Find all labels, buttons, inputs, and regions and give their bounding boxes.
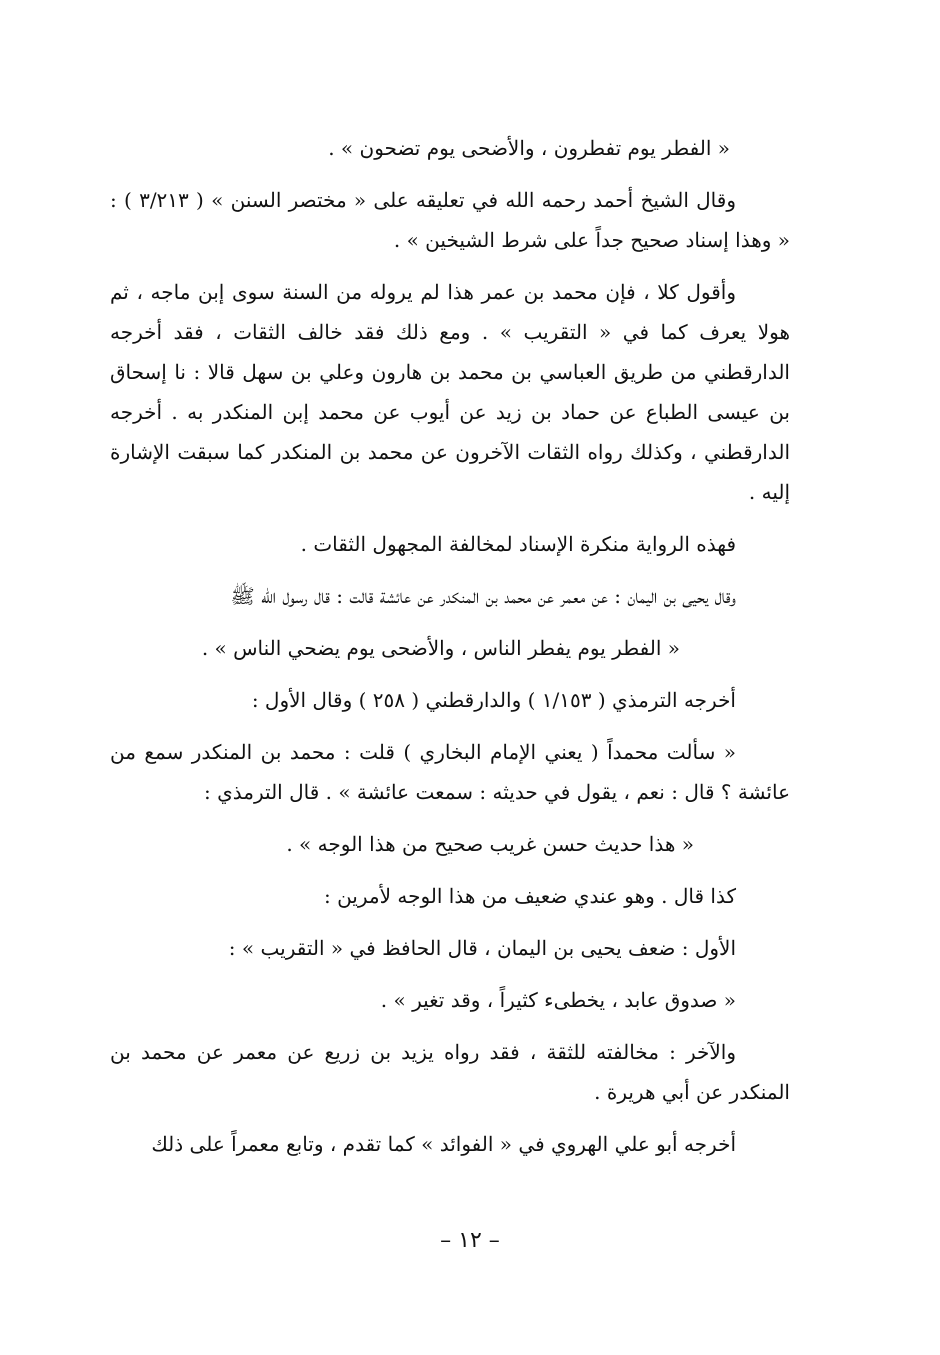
paragraph-8: « سألت محمداً ( يعني الإمام البخاري ) قلت : محمد بن المنكدر سمع من عائشة ؟ قال : نعم ، يقول في حديثه : سمعت عائشة » . قال الترمذي :	[110, 740, 790, 804]
paragraph-10: كذا قال . وهو عندي ضعيف من هذا الوجه لأمرين :	[323, 884, 736, 908]
paragraph-2: وقال الشيخ أحمد رحمه الله في تعليقه على « مختصر السنن » ( ٣/٢١٣ ) : « وهذا إسناد صحيح جداً على شرط الشيخين » .	[110, 188, 790, 252]
paragraph-12: « صدوق عابد ، يخطىء كثيراً ، وقد تغير » .	[380, 988, 736, 1012]
paragraph-5: وقال يحيى بن اليمان : عن معمر عن محمد بن المنكدر عن عائشة قالت : قال رسول الله ﷺ	[230, 584, 736, 608]
paragraph-7: أخرجه الترمذي ( ١/١٥٣ ) والدارقطني ( ٢٥٨ ) وقال الأول :	[251, 688, 736, 712]
paragraph-1: « الفطر يوم تفطرون ، والأضحى يوم تضحون » .	[328, 136, 730, 160]
paragraph-11: الأول : ضعف يحيى بن اليمان ، قال الحافظ في « التقريب » :	[228, 936, 736, 960]
body-text	[110, 128, 790, 1164]
paragraph-9: « هذا حديث حسن غريب صحيح من هذا الوجه » .	[286, 832, 694, 856]
paragraph-13: والآخر : مخالفته للثقة ، فقد رواه يزيد بن زريع عن معمر عن محمد بن المنكدر عن أبي هريرة .	[110, 1040, 790, 1104]
paragraph-14: أخرجه أبو علي الهروي في « الفوائد » كما تقدم ، وتابع معمراً على ذلك	[151, 1132, 736, 1156]
paragraph-6: « الفطر يوم يفطر الناس ، والأضحى يوم يضحي الناس » .	[201, 636, 680, 660]
page-number: – ١٢ –	[440, 1228, 500, 1253]
paragraph-3: وأقول كلا ، فإن محمد بن عمر هذا لم يروله من السنة سوى إبن ماجه ، ثم هولا يعرف كما في « التقريب » . ومع ذلك فقد خالف الثقات ، فقد أخرجه الدارقطني من طريق العباسي بن محمد بن هارون وعلي بن سهل قالا : نا إسحاق بن عيسى الطباع عن حماد بن زيد عن أيوب عن محمد إبن المنكدر به . أخرجه الدارقطني ، وكذلك رواه الثقات الآخرون عن محمد بن المنكدر كما سبقت الإشارة إليه .	[110, 280, 790, 504]
paragraph-4: فهذه الرواية منكرة الإسناد لمخالفة المجهول الثقات .	[300, 532, 736, 556]
